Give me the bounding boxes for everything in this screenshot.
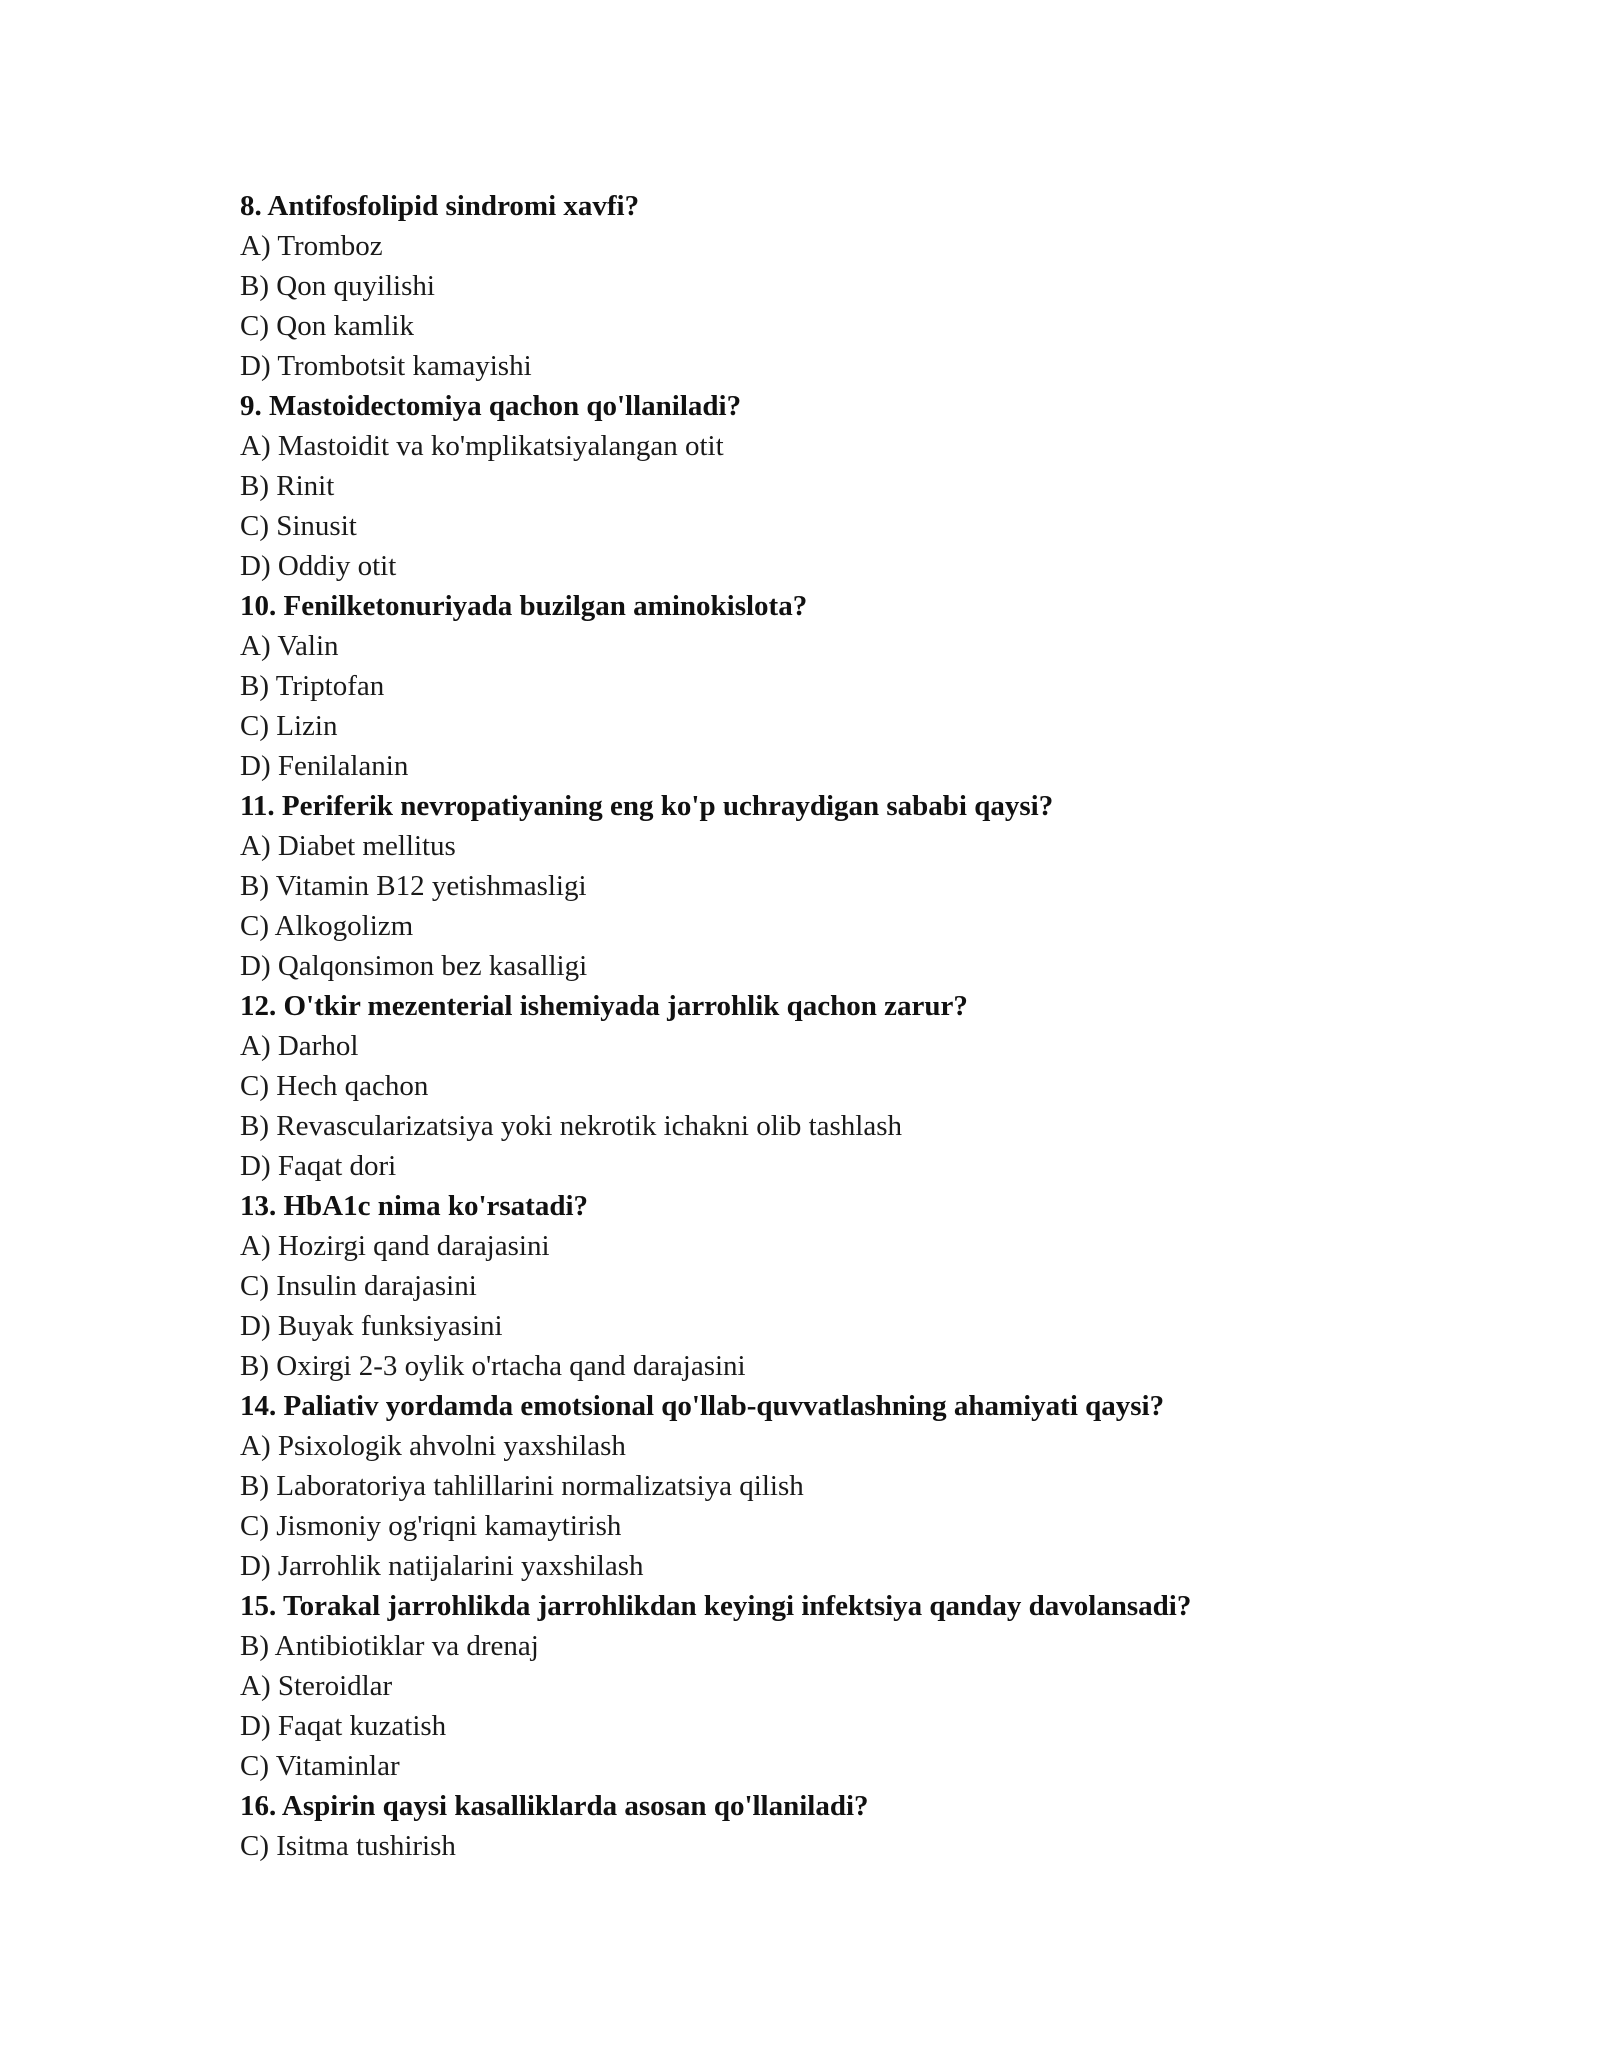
question-8-option-d: D) Trombotsit kamayishi (240, 350, 532, 382)
question-11-option-d: D) Qalqonsimon bez kasalligi (240, 950, 588, 982)
question-8-option-b: B) Qon quyilishi (240, 270, 435, 302)
question-14-option-c: C) Jismoniy og'riqni kamaytirish (240, 1510, 622, 1542)
question-11-option-c: C) Alkogolizm (240, 910, 414, 942)
question-10-option-c: C) Lizin (240, 710, 338, 742)
question-14-option-d: D) Jarrohlik natijalarini yaxshilash (240, 1550, 644, 1582)
question-12-title: 12. O'tkir mezenterial ishemiyada jarrohlik qachon zarur? (240, 990, 968, 1022)
question-13-option-d: D) Buyak funksiyasini (240, 1310, 503, 1342)
question-9-option-b: B) Rinit (240, 470, 335, 502)
question-13-option-c: C) Insulin darajasini (240, 1270, 477, 1302)
question-14-option-b: B) Laboratoriya tahlillarini normalizatsiya qilish (240, 1470, 804, 1502)
question-14-title: 14. Paliativ yordamda emotsional qo'llab-quvvatlashning ahamiyati qaysi? (240, 1390, 1165, 1422)
question-8-option-c: C) Qon kamlik (240, 310, 414, 342)
question-9-option-c: C) Sinusit (240, 510, 357, 542)
question-10-option-a: A) Valin (240, 630, 339, 662)
question-9-title: 9. Mastoidectomiya qachon qo'llaniladi? (240, 390, 742, 422)
question-15-option-b: B) Antibiotiklar va drenaj (240, 1630, 539, 1662)
question-list (240, 186, 1440, 1866)
question-16-title: 16. Aspirin qaysi kasalliklarda asosan qo'llaniladi? (240, 1790, 869, 1822)
question-15-title: 15. Torakal jarrohlikda jarrohlikdan keyingi infektsiya qanday davolansadi? (240, 1590, 1192, 1622)
question-11-option-b: B) Vitamin B12 yetishmasligi (240, 870, 587, 902)
question-12-option-c: C) Hech qachon (240, 1070, 429, 1102)
question-10-option-d: D) Fenilalanin (240, 750, 409, 782)
question-8-option-a: A) Tromboz (240, 230, 383, 262)
question-15-option-d: D) Faqat kuzatish (240, 1710, 447, 1742)
question-9-option-d: D) Oddiy otit (240, 550, 397, 582)
question-15-option-c: C) Vitaminlar (240, 1750, 400, 1782)
question-12-option-a: A) Darhol (240, 1030, 359, 1062)
question-10-option-b: B) Triptofan (240, 670, 385, 702)
question-11-title: 11. Periferik nevropatiyaning eng ko'p uchraydigan sababi qaysi? (240, 790, 1054, 822)
question-8-title: 8. Antifosfolipid sindromi xavfi? (240, 190, 640, 222)
question-16-option-c: C) Isitma tushirish (240, 1830, 456, 1862)
question-13-option-b: B) Oxirgi 2-3 oylik o'rtacha qand darajasini (240, 1350, 746, 1382)
question-10-title: 10. Fenilketonuriyada buzilgan aminokislota? (240, 590, 808, 622)
question-14-option-a: A) Psixologik ahvolni yaxshilash (240, 1430, 626, 1462)
question-13-option-a: A) Hozirgi qand darajasini (240, 1230, 550, 1262)
question-12-option-d: D) Faqat dori (240, 1150, 397, 1182)
question-9-option-a: A) Mastoidit va ko'mplikatsiyalangan otit (240, 430, 724, 462)
question-15-option-a: A) Steroidlar (240, 1670, 393, 1702)
question-11-option-a: A) Diabet mellitus (240, 830, 456, 862)
question-12-option-b: B) Revascularizatsiya yoki nekrotik ichakni olib tashlash (240, 1110, 903, 1142)
question-13-title: 13. HbA1c nima ko'rsatadi? (240, 1190, 589, 1222)
